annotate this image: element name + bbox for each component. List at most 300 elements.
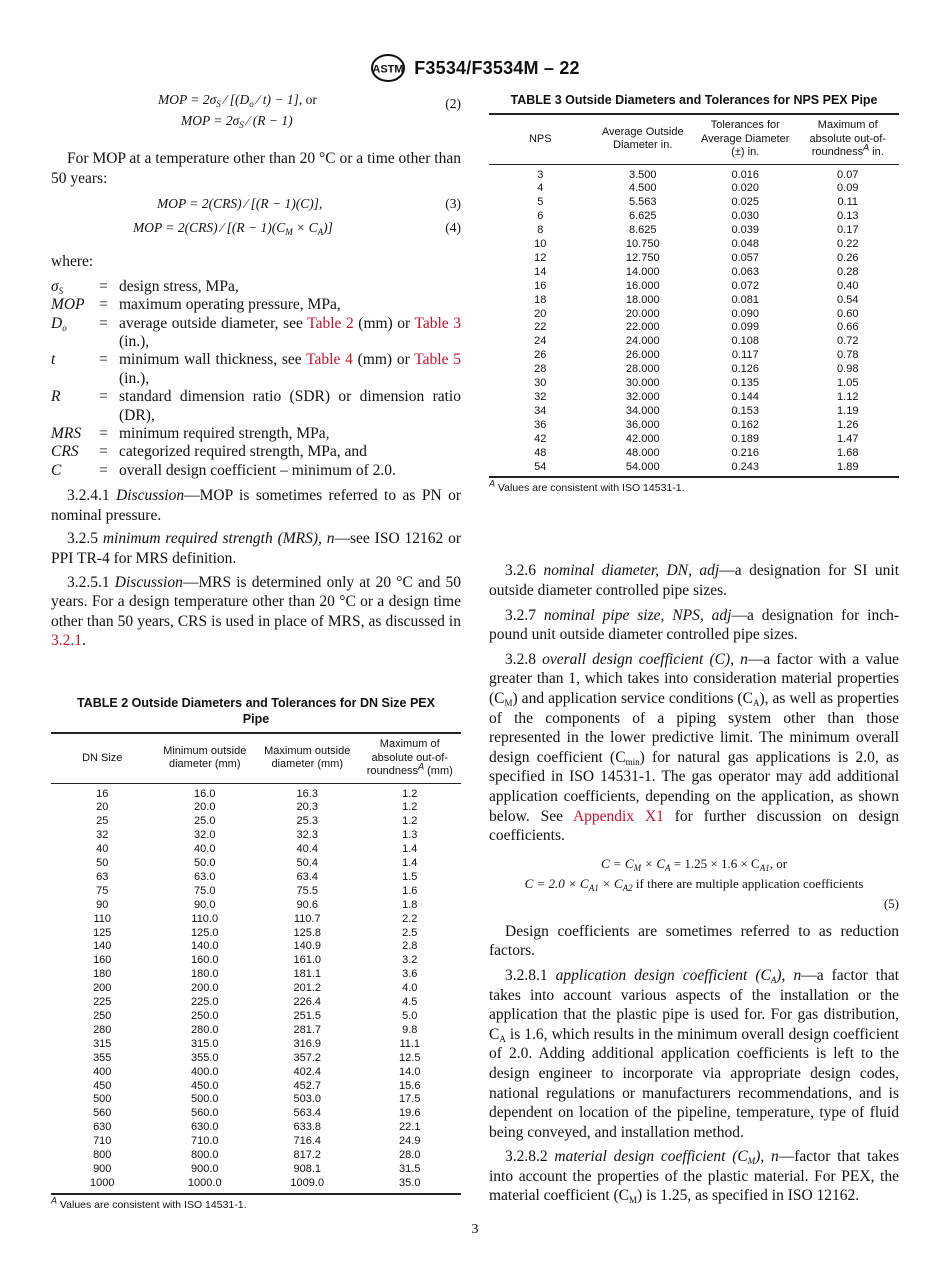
table-cell: 50.0 bbox=[194, 857, 216, 870]
table-cell: 20.000 bbox=[625, 307, 660, 320]
table-row bbox=[51, 940, 461, 954]
table-cell: 32.0 bbox=[194, 829, 216, 842]
table-cell: 16 bbox=[534, 279, 547, 292]
table-row bbox=[489, 238, 899, 252]
paragraph-3-2-8-1: 3.2.8.1 application design coefficient $(C_A)$, n—a factor that takes into account various aspects of the installation or the application that the plastic pipe is used for. For gas distribution, $C_A$ is 1.6, which results in the minimum overall design coefficient of 2.0. Adding additional application coefficients is left to the design engineer to incorporate via appropriate design codes, national regulations or manufacturers recommendations, and is dependent on location of the pipeline, temperature, type of fluid being conveyed, and installation method. bbox=[489, 966, 900, 1141]
table-cell: 226.4 bbox=[293, 996, 322, 1009]
table-row bbox=[51, 885, 461, 899]
table-cell: 250.0 bbox=[190, 1010, 219, 1022]
table-row bbox=[489, 391, 899, 405]
table-cell: 36.000 bbox=[625, 418, 660, 431]
table-cell: 125 bbox=[93, 926, 112, 939]
paragraph-mop-other-temp: For MOP at a temperature other than 20 °C or a time other than 50 years: bbox=[51, 150, 461, 187]
paragraph-3-2-5-1: 3.2.5.1 Discussion—MRS is determined only at 20 °C and 50 years. For a design temperature other than 20 °C or a design time other than 50 years, CRS is used in place of MRS, as discussed in 3.2.1. bbox=[51, 573, 461, 650]
table-cell: 900 bbox=[93, 1162, 112, 1175]
table-cell: 450.0 bbox=[190, 1079, 219, 1092]
equation-2-line-1: MOP = $2\sigma_S$ ⁄ [($D_o$ ⁄ t) − 1], or (2) bbox=[158, 92, 461, 111]
table-cell: 160 bbox=[93, 954, 112, 967]
table-cell: 1.2 bbox=[402, 787, 418, 800]
table-cell: 24 bbox=[534, 335, 547, 348]
table-row bbox=[489, 196, 899, 210]
table-row bbox=[51, 1093, 461, 1107]
section-3-2-1-link[interactable]: 3.2.1 bbox=[51, 632, 82, 650]
table-cell: 40.0 bbox=[194, 843, 216, 856]
table-cell: 0.11 bbox=[837, 196, 859, 209]
table-cell: 34.000 bbox=[625, 404, 660, 417]
table-cell: 42.000 bbox=[625, 432, 660, 445]
table-cell: 1.3 bbox=[402, 829, 418, 842]
table-cell: 560.0 bbox=[190, 1107, 219, 1120]
table-cell: 630 bbox=[93, 1121, 112, 1134]
table-row bbox=[51, 871, 461, 885]
table-row bbox=[489, 335, 899, 349]
table-cell: 200.0 bbox=[190, 982, 219, 995]
table-cell: 1.4 bbox=[402, 857, 418, 870]
table-cell: 251.5 bbox=[293, 1010, 322, 1022]
table-cell: 110.7 bbox=[293, 912, 321, 925]
table-row bbox=[489, 182, 899, 196]
table-row bbox=[51, 954, 461, 968]
table-3-footnote: $^A$ Values are consistent with ISO 14531-1. bbox=[489, 478, 685, 495]
table-cell: 25 bbox=[96, 815, 109, 828]
table-cell: 315.0 bbox=[190, 1037, 219, 1050]
table-3 bbox=[489, 92, 899, 494]
table-row bbox=[51, 996, 461, 1010]
table-cell: 500.0 bbox=[190, 1093, 219, 1106]
table-cell: 0.020 bbox=[731, 182, 760, 195]
table-row bbox=[489, 210, 899, 224]
table-cell: 0.243 bbox=[694, 461, 797, 478]
table-cell: 75.0 bbox=[194, 884, 216, 897]
table-cell: 5 bbox=[537, 196, 544, 209]
table-cell: 1000 bbox=[51, 1177, 154, 1194]
table-row bbox=[51, 968, 461, 982]
table-cell: 0.72 bbox=[837, 335, 859, 348]
table-cell: 0.126 bbox=[731, 363, 760, 376]
table-cell: 1000.0 bbox=[154, 1177, 257, 1194]
symbol-definitions bbox=[51, 278, 461, 480]
table-row bbox=[51, 815, 461, 829]
table-cell: 0.22 bbox=[837, 238, 859, 251]
table-row bbox=[489, 280, 899, 294]
table-row bbox=[489, 252, 899, 266]
table-cell: 75.5 bbox=[296, 884, 318, 897]
table-cell: 28.000 bbox=[625, 363, 660, 376]
table-3-link[interactable]: Table 3 bbox=[414, 314, 461, 332]
table-cell: 0.099 bbox=[731, 321, 760, 334]
table-cell: 200 bbox=[93, 982, 112, 995]
table-row bbox=[51, 829, 461, 843]
table-cell: 0.135 bbox=[731, 377, 760, 390]
table-cell: 1.8 bbox=[402, 898, 418, 911]
table-cell: 30 bbox=[534, 377, 547, 390]
table-row bbox=[489, 447, 899, 461]
table-row bbox=[489, 461, 899, 478]
table-cell: 0.17 bbox=[837, 224, 859, 237]
table-cell: 63.0 bbox=[194, 870, 216, 883]
definition-row: MRS = minimum required strength, MPa, bbox=[51, 425, 330, 443]
table-cell: 0.13 bbox=[837, 210, 859, 223]
table-row bbox=[51, 1163, 461, 1177]
table-row bbox=[51, 982, 461, 996]
definition-row: C = overall design coefficient – minimum of 2.0. bbox=[51, 461, 396, 479]
table-2 bbox=[51, 695, 461, 1211]
table-cell: 908.1 bbox=[293, 1162, 322, 1175]
table-cell: 1.19 bbox=[837, 404, 859, 417]
table-cell: 19.6 bbox=[399, 1107, 421, 1120]
table-cell: 36 bbox=[534, 418, 547, 431]
table-cell: 48 bbox=[534, 446, 547, 459]
table-cell: 0.98 bbox=[837, 363, 859, 376]
table-cell: 25.3 bbox=[296, 815, 318, 828]
table-cell: 110 bbox=[93, 912, 112, 925]
table-cell: 20 bbox=[534, 307, 547, 320]
table-cell: 4 bbox=[537, 182, 544, 195]
table-cell: 0.216 bbox=[731, 446, 760, 459]
table-cell: 50 bbox=[96, 857, 109, 870]
table-cell: 28.0 bbox=[399, 1149, 421, 1162]
table-cell: 125.8 bbox=[293, 926, 322, 939]
table-2-title: TABLE 2 Outside Diameters and Tolerances for DN Size PEX Pipe bbox=[77, 696, 435, 726]
table-cell: 0.189 bbox=[731, 432, 760, 445]
table-row bbox=[51, 857, 461, 871]
table-cell: 280.0 bbox=[190, 1023, 219, 1036]
table-cell: 0.030 bbox=[731, 210, 760, 223]
table-cell: 180.0 bbox=[190, 968, 219, 981]
table-cell: 800 bbox=[93, 1149, 112, 1162]
table-cell: 140.9 bbox=[293, 940, 322, 953]
table-cell: 1.26 bbox=[837, 418, 859, 431]
paragraph-3-2-8-2: 3.2.8.2 material design coefficient $(C_M)$, n—factor that takes into account the properties of the plastic material. For PEX, the material coefficient $(C_M)$ is 1.25, as specified in ISO 12162. bbox=[489, 1148, 900, 1206]
table-cell: 20.0 bbox=[194, 801, 216, 814]
table-cell: 54.000 bbox=[592, 461, 695, 478]
table-cell: 6 bbox=[537, 210, 544, 223]
table-row bbox=[51, 1149, 461, 1163]
table-cell: 3 bbox=[537, 168, 544, 181]
page-header bbox=[0, 52, 950, 84]
table-cell: 48.000 bbox=[625, 446, 660, 459]
table-cell: 400.0 bbox=[190, 1065, 219, 1078]
table-cell: 63.4 bbox=[296, 870, 318, 883]
table-row bbox=[51, 1080, 461, 1094]
table-cell: 32 bbox=[534, 391, 547, 403]
equation-number: (5) bbox=[883, 895, 899, 911]
table-cell: 22 bbox=[534, 321, 547, 334]
appendix-x1-link[interactable]: Appendix X1 bbox=[572, 807, 664, 825]
definition-row: R = standard dimension ratio (SDR) or dimension ratio (DR), bbox=[51, 388, 461, 424]
table-cell: 125.0 bbox=[190, 926, 219, 939]
table-cell: 225.0 bbox=[190, 996, 219, 1009]
equation-3: MOP = 2(CRS) ⁄ [(R − 1)(C)], (3) bbox=[157, 196, 461, 212]
table-cell: 1.12 bbox=[837, 391, 859, 403]
table-cell: 16 bbox=[96, 787, 109, 800]
table-cell: 22.1 bbox=[399, 1121, 421, 1134]
paragraph-3-2-7: 3.2.7 nominal pipe size, NPS, adj—a designation for inch-pound unit outside diameter controlled pipe sizes. bbox=[489, 606, 899, 644]
table-cell: 900.0 bbox=[190, 1162, 219, 1175]
table-cell: 32.000 bbox=[625, 391, 660, 403]
table-cell: 3.6 bbox=[402, 968, 418, 981]
table-cell: 2.2 bbox=[402, 912, 418, 925]
table-cell: 402.4 bbox=[293, 1065, 322, 1078]
table-row bbox=[51, 927, 461, 941]
table-cell: 0.54 bbox=[837, 293, 859, 306]
table-row bbox=[489, 363, 899, 377]
table-cell: 563.4 bbox=[293, 1107, 322, 1120]
table-cell: 0.057 bbox=[731, 251, 760, 264]
table-cell: 140 bbox=[93, 940, 112, 953]
table-cell: 0.090 bbox=[731, 307, 760, 320]
table-row bbox=[51, 899, 461, 913]
equation-2-line-2: MOP = $2\sigma_S$ ⁄ (R − 1) bbox=[181, 113, 293, 130]
table-cell: 0.40 bbox=[837, 279, 859, 292]
table-row bbox=[51, 1135, 461, 1149]
table-cell: 225 bbox=[93, 996, 112, 1009]
table-cell: 11.1 bbox=[399, 1037, 421, 1050]
table-cell: 40.4 bbox=[296, 843, 318, 856]
table-cell: 0.117 bbox=[731, 349, 759, 362]
table-cell: 4.0 bbox=[402, 982, 418, 995]
table-cell: 54 bbox=[489, 461, 592, 478]
table-cell: 5.563 bbox=[628, 196, 657, 209]
table-cell: 16.3 bbox=[296, 787, 318, 800]
table-cell: 35.0 bbox=[359, 1177, 462, 1194]
table-row bbox=[51, 1024, 461, 1038]
table-cell: 0.28 bbox=[837, 265, 859, 278]
definition-row: t = minimum wall thickness, see Table 4 (mm) or Table 5 (in.), bbox=[51, 351, 461, 387]
equation-number: (2) bbox=[445, 96, 461, 111]
table-cell: 250 bbox=[93, 1010, 112, 1022]
table-row bbox=[489, 349, 899, 363]
table-cell: 6.625 bbox=[628, 210, 657, 223]
table-cell: 12.5 bbox=[399, 1051, 421, 1064]
table-cell: 357.2 bbox=[293, 1051, 322, 1064]
definition-row: CRS = categorized required strength, MPa, and bbox=[51, 443, 367, 461]
table-row bbox=[489, 294, 899, 308]
table-cell: 14.000 bbox=[625, 265, 660, 278]
table-cell: 20.3 bbox=[296, 801, 318, 814]
table-cell: 710 bbox=[93, 1135, 112, 1148]
table-cell: 0.66 bbox=[837, 321, 859, 334]
table-cell: 0.144 bbox=[731, 391, 760, 403]
table-cell: 22.000 bbox=[625, 321, 660, 334]
table-cell: 10 bbox=[534, 238, 547, 251]
table-cell: 32.3 bbox=[296, 829, 318, 842]
table-cell: 1.68 bbox=[837, 446, 859, 459]
table-cell: 560 bbox=[93, 1107, 112, 1120]
table-cell: 0.025 bbox=[731, 196, 760, 209]
table-cell: 26.000 bbox=[625, 349, 660, 362]
table-cell: 181.1 bbox=[293, 968, 322, 981]
table-cell: 26 bbox=[534, 349, 547, 362]
table-cell: 1009.0 bbox=[256, 1177, 359, 1194]
table-cell: 50.4 bbox=[296, 857, 318, 870]
table-cell: 180 bbox=[93, 968, 112, 981]
table-cell: 4.5 bbox=[402, 996, 418, 1009]
table-cell: 16.0 bbox=[194, 787, 216, 800]
table-cell: 34 bbox=[534, 404, 547, 417]
table-header-row: DN Size Minimum outside diameter (mm) Maximum outside diameter (mm) Maximum of absolute out-of-roundness$^A$ (mm) bbox=[51, 733, 461, 783]
table-cell: 14.0 bbox=[399, 1065, 421, 1078]
table-3-title: TABLE 3 Outside Diameters and Tolerances for NPS PEX Pipe bbox=[510, 93, 878, 107]
designation-code: F3534/F3534M – 22 bbox=[414, 57, 580, 78]
table-row bbox=[489, 377, 899, 391]
table-cell: 8.625 bbox=[628, 224, 657, 237]
table-cell: 716.4 bbox=[293, 1135, 322, 1148]
definition-row: $\sigma_S$ = design stress, MPa, bbox=[51, 277, 239, 296]
left-column bbox=[51, 92, 461, 1211]
table-2-link[interactable]: Table 2 bbox=[307, 314, 354, 332]
table-5-link[interactable]: Table 5 bbox=[414, 351, 461, 369]
table-cell: 18 bbox=[534, 293, 547, 306]
table-row bbox=[51, 783, 461, 801]
table-cell: 1.2 bbox=[402, 815, 418, 828]
page-number: 3 bbox=[471, 1222, 479, 1237]
table-cell: 316.9 bbox=[293, 1037, 322, 1050]
table-cell: 8 bbox=[537, 224, 544, 237]
table-row bbox=[489, 405, 899, 419]
table-row bbox=[489, 224, 899, 238]
table-cell: 140.0 bbox=[190, 940, 219, 953]
table-cell: 201.2 bbox=[293, 982, 322, 995]
definition-row: MOP = maximum operating pressure, MPa, bbox=[51, 296, 341, 314]
table-cell: 15.6 bbox=[399, 1079, 421, 1092]
table-cell: 450 bbox=[93, 1079, 112, 1092]
equation-4: MOP = 2(CRS) ⁄ $[(R - 1)(C_M \times C_A)]$ (4) bbox=[133, 220, 461, 238]
table-cell: 0.048 bbox=[731, 238, 760, 251]
table-row bbox=[51, 1038, 461, 1052]
table-2-footnote: $^A$ Values are consistent with ISO 14531-1. bbox=[51, 1195, 247, 1211]
table-cell: 400 bbox=[93, 1065, 112, 1078]
table-cell: 0.016 bbox=[731, 168, 760, 181]
table-cell: 10.750 bbox=[625, 238, 660, 251]
table-cell: 0.039 bbox=[731, 224, 760, 237]
table-cell: 0.072 bbox=[731, 279, 760, 292]
table-row bbox=[489, 164, 899, 182]
table-row bbox=[489, 433, 899, 447]
table-cell: 817.2 bbox=[293, 1149, 322, 1162]
table-cell: 1.4 bbox=[402, 843, 418, 856]
table-cell: 40 bbox=[96, 843, 109, 856]
table-3-grid bbox=[489, 113, 899, 478]
table-cell: 20 bbox=[96, 801, 109, 814]
table-cell: 9.8 bbox=[402, 1023, 418, 1036]
table-cell: 2.5 bbox=[402, 926, 418, 939]
definition-row: $D_o$ = average outside diameter, see Table 2 (mm) or Table 3 (in.), bbox=[51, 314, 461, 350]
table-cell: 280 bbox=[93, 1023, 112, 1036]
table-cell: 1.89 bbox=[797, 461, 900, 478]
table-cell: 0.162 bbox=[731, 418, 760, 431]
table-cell: 0.60 bbox=[837, 307, 859, 320]
table-cell: 0.26 bbox=[837, 251, 859, 264]
table-2-grid bbox=[51, 732, 461, 1195]
table-cell: 355 bbox=[93, 1051, 112, 1064]
table-row bbox=[489, 308, 899, 322]
table-row bbox=[489, 321, 899, 335]
table-cell: 0.081 bbox=[731, 293, 760, 306]
table-cell: 0.063 bbox=[731, 265, 760, 278]
table-cell: 1.2 bbox=[402, 801, 418, 814]
table-cell: 503.0 bbox=[293, 1093, 322, 1106]
table-cell: 14 bbox=[534, 265, 547, 278]
table-cell: 281.7 bbox=[293, 1023, 322, 1036]
table-cell: 4.500 bbox=[628, 182, 657, 195]
table-cell: 3.500 bbox=[628, 168, 657, 181]
table-row bbox=[51, 1010, 461, 1024]
table-cell: 28 bbox=[534, 363, 547, 376]
table-cell: 30.000 bbox=[625, 377, 660, 390]
table-row bbox=[51, 913, 461, 927]
table-row bbox=[489, 419, 899, 433]
table-cell: 32 bbox=[96, 829, 109, 842]
table-cell: 161.0 bbox=[293, 954, 322, 967]
table-header-row: NPS Average Outside Diameter in. Tolerances for Average Diameter (±) in. Maximum of absolute out-of-roundness$^A$ in. bbox=[489, 114, 899, 164]
table-cell: 315 bbox=[93, 1037, 112, 1050]
table-cell: 0.07 bbox=[837, 168, 859, 181]
table-cell: 24.9 bbox=[399, 1135, 421, 1148]
table-cell: 452.7 bbox=[293, 1079, 322, 1092]
table-cell: 12 bbox=[534, 251, 547, 264]
table-cell: 3.2 bbox=[402, 954, 418, 967]
table-cell: 800.0 bbox=[190, 1149, 219, 1162]
table-cell: 1.05 bbox=[837, 377, 859, 390]
table-cell: 25.0 bbox=[194, 815, 216, 828]
table-cell: 18.000 bbox=[625, 293, 660, 306]
table-cell: 75 bbox=[96, 884, 109, 897]
table-cell: 2.8 bbox=[402, 940, 418, 953]
astm-logo-icon bbox=[370, 53, 406, 83]
table-cell: 17.5 bbox=[399, 1093, 421, 1106]
table-row bbox=[51, 1066, 461, 1080]
table-cell: 5.0 bbox=[402, 1010, 418, 1022]
table-cell: 633.8 bbox=[293, 1121, 322, 1134]
table-cell: 0.78 bbox=[837, 349, 859, 362]
table-cell: 110.0 bbox=[191, 912, 219, 925]
table-cell: 0.153 bbox=[731, 404, 760, 417]
table-cell: 500 bbox=[93, 1093, 112, 1106]
svg-text:ASTM: ASTM bbox=[372, 63, 404, 76]
table-4-link[interactable]: Table 4 bbox=[306, 351, 353, 369]
table-cell: 42 bbox=[534, 432, 547, 445]
table-cell: 0.09 bbox=[837, 182, 859, 195]
table-cell: 90 bbox=[96, 898, 109, 911]
table-row bbox=[489, 266, 899, 280]
table-cell: 0.108 bbox=[731, 335, 760, 348]
table-cell: 1.47 bbox=[837, 432, 859, 445]
table-row bbox=[51, 1107, 461, 1121]
table-cell: 24.000 bbox=[625, 335, 660, 348]
equation-5: $C = C_M \times C_A = 1.25 \times 1.6 \times C_{A1}$, or $C = 2.0 \times C_{A1} \times C_{A2}$ if there are multiple application coefficients (5) bbox=[489, 854, 899, 914]
table-cell: 160.0 bbox=[190, 954, 219, 967]
table-cell: 31.5 bbox=[399, 1162, 421, 1175]
table-row bbox=[51, 1052, 461, 1066]
table-cell: 90.6 bbox=[296, 898, 318, 911]
table-cell: 630.0 bbox=[190, 1121, 219, 1134]
table-cell: 16.000 bbox=[625, 279, 660, 292]
right-column bbox=[489, 92, 899, 1206]
table-cell: 90.0 bbox=[194, 898, 216, 911]
table-row bbox=[51, 801, 461, 815]
table-row bbox=[51, 843, 461, 857]
table-row bbox=[51, 1121, 461, 1135]
paragraph-3-2-4-1: 3.2.4.1 Discussion—MOP is sometimes referred to as PN or nominal pressure. bbox=[51, 487, 462, 524]
paragraph-3-2-8: 3.2.8 overall design coefficient (C), n—a factor with a value greater than 1, which takes into consideration material properties $(C_M)$ and application service conditions $(C_A)$, as well as properties of the components of a piping system other than those represented in the lower predictive limit. The minimum overall design coefficient $(C_{min})$ for natural gas applications is 2.0, as specified in ISO 14531-1. The gas operator may add additional application coefficients, depending on the application, as shown below. See Appendix X1 for further discussion on design coefficients. bbox=[489, 650, 900, 845]
table-cell: 1.5 bbox=[402, 870, 418, 883]
table-row bbox=[51, 1177, 461, 1194]
paragraph-3-2-5: 3.2.5 minimum required strength (MRS), n—see ISO 12162 or PPI TR-4 for MRS definition. bbox=[51, 530, 462, 568]
table-cell: 710.0 bbox=[190, 1135, 219, 1148]
table-cell: 12.750 bbox=[625, 251, 660, 264]
table-cell: 63 bbox=[96, 870, 109, 883]
